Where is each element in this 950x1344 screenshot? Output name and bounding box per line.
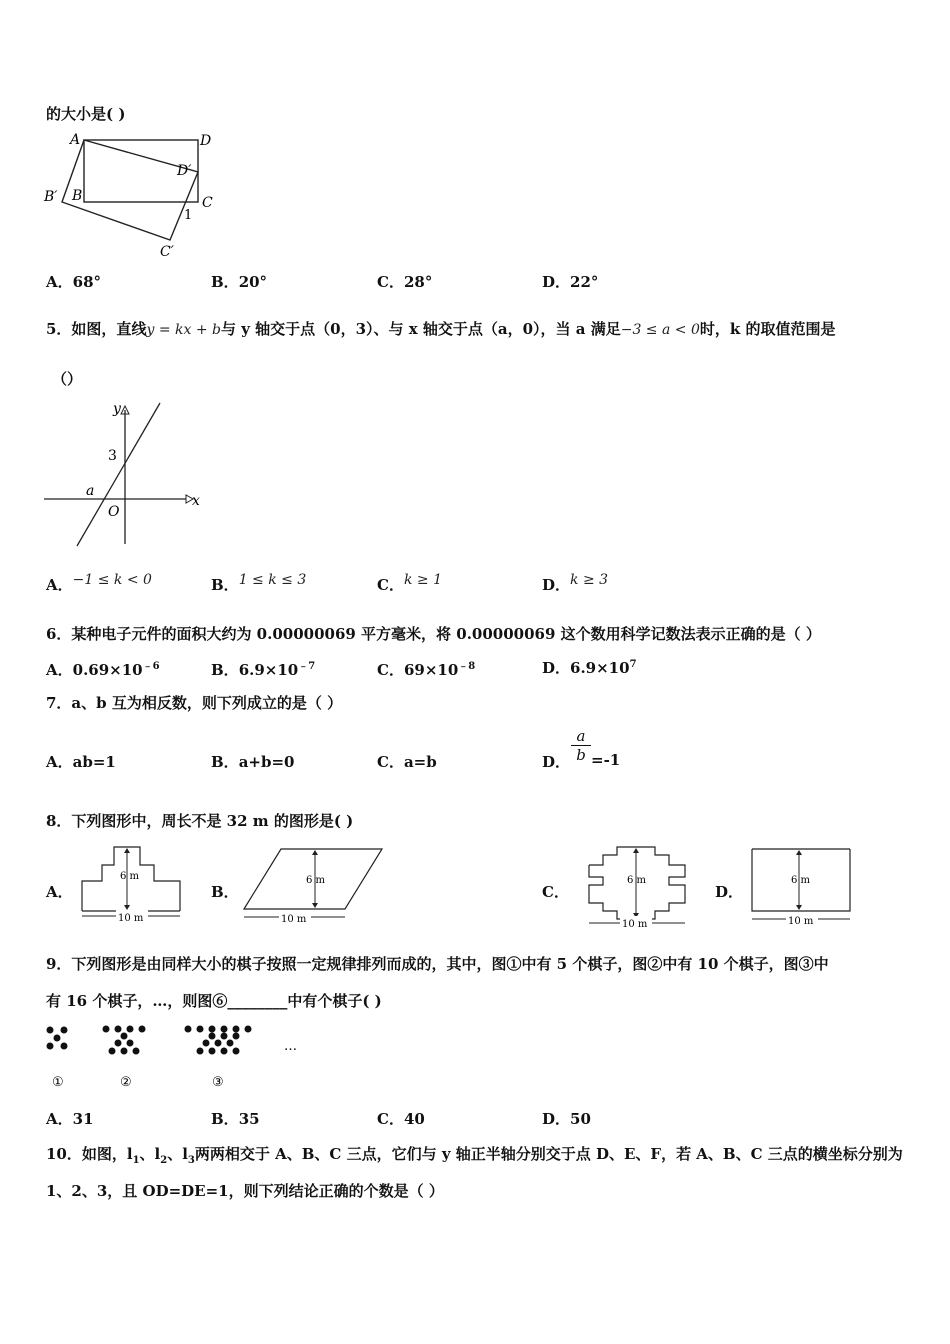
label-figure-3: ③ xyxy=(212,1075,224,1090)
q6-option-d[interactable]: D．$6.9\times 10^7$ xyxy=(542,659,637,677)
q8-figure-b-parallelogram[interactable] xyxy=(240,843,385,928)
q9-option-c[interactable]: C．40 xyxy=(377,1110,425,1128)
label-d-prime: D′ xyxy=(177,163,192,179)
label-height: 6 m xyxy=(120,871,140,882)
q9-option-d[interactable]: D．50 xyxy=(542,1110,591,1128)
label-b-prime: B′ xyxy=(44,189,58,205)
q10-stem-line2: 1、2、3，且 OD=DE=1，则下列结论正确的个数是（ ） xyxy=(46,1182,444,1200)
q4-option-a[interactable]: A．68° xyxy=(46,273,102,291)
q5-option-a[interactable]: A．−1 ≤ 𝑘 < 0 xyxy=(46,572,152,594)
label-figure-1: ① xyxy=(52,1075,64,1090)
q8-option-d-letter[interactable]: D． xyxy=(715,883,744,901)
q8-figure-c-cross[interactable] xyxy=(583,843,693,928)
label-figure-2: ② xyxy=(120,1075,132,1090)
q5-condition: −3 ≤ 𝑎 < 0 xyxy=(620,322,700,338)
label-x: x xyxy=(192,493,200,509)
label-height: 6 m xyxy=(627,875,647,886)
q9-option-a[interactable]: A．31 xyxy=(46,1110,94,1128)
q9-chess-pieces-figure xyxy=(40,1022,310,1094)
q5-option-b[interactable]: B．1 ≤ 𝑘 ≤ 3 xyxy=(211,572,307,594)
q5-line-graph xyxy=(40,398,210,548)
q8-figure-d-rectangle[interactable] xyxy=(750,843,855,928)
label-3: 3 xyxy=(108,448,117,464)
pattern-3 xyxy=(185,1026,252,1055)
pattern-1 xyxy=(47,1027,68,1050)
line-y-kx-b xyxy=(77,403,160,546)
label-b: B xyxy=(72,188,83,204)
q5-equation: 𝑦 = 𝑘𝑥 + 𝑏 xyxy=(146,322,221,338)
label-a: A xyxy=(70,132,81,148)
label-height: 6 m xyxy=(791,875,811,886)
q8-stem: 8．下列图形中，周长不是 32 m 的图形是( ) xyxy=(46,812,354,830)
label-width: 10 m xyxy=(788,916,814,927)
label-d: D xyxy=(200,133,212,149)
q5-stem: 5．如图，直线𝑦 = 𝑘𝑥 + 𝑏与 y 轴交于点（0，3）、与 x 轴交于点（a，0），当 a 满足−3 ≤ 𝑎 < 0时，k 的取值范围是 xyxy=(46,320,836,338)
q4-option-b[interactable]: B．20° xyxy=(211,273,268,291)
q8-option-a-letter[interactable]: A． xyxy=(46,883,73,901)
label-width: 10 m xyxy=(281,914,307,925)
q7-fraction: $\frac{a}{b}$ xyxy=(571,727,591,764)
q7-option-d-tail: =-1 xyxy=(591,751,621,769)
label-a: a xyxy=(86,483,95,499)
q5-stem-paren: （） xyxy=(52,370,83,388)
q9-stem-line2: 有 16 个棋子，…，则图⑥________中有个棋子( ) xyxy=(46,992,382,1010)
label-o: O xyxy=(108,504,120,520)
q7-option-b[interactable]: B．a+b=0 xyxy=(211,753,295,771)
q6-stem: 6．某种电子元件的面积大约为 0.00000069 平方毫米，将 0.00000069 这个数用科学记数法表示正确的是（ ） xyxy=(46,625,821,643)
q7-option-d[interactable]: D． xyxy=(542,753,571,771)
q6-option-b[interactable]: B．$6.9\times 10^{﹣7}$ xyxy=(211,661,316,679)
label-height: 6 m xyxy=(306,875,326,886)
q7-option-a[interactable]: A．ab=1 xyxy=(46,753,116,771)
label-angle-1: 1 xyxy=(184,208,193,223)
q7-option-c[interactable]: C．a=b xyxy=(377,753,437,771)
label-c-prime: C′ xyxy=(160,244,174,260)
q7-stem: 7．a、b 互为相反数，则下列成立的是（ ） xyxy=(46,694,343,712)
q10-stem-line1: 10．如图，$l_1$、$l_2$、$l_3$两两相交于 A、B、C 三点，它们与 y 轴正半轴分别交于点 D、E、F，若 A、B、C 三点的横坐标分别为 xyxy=(46,1145,903,1166)
ellipsis: … xyxy=(284,1039,297,1054)
label-width: 10 m xyxy=(118,913,144,924)
q6-option-a[interactable]: A．$0.69\times 10^{﹣6}$ xyxy=(46,661,160,679)
q5-option-d[interactable]: D．𝑘 ≥ 3 xyxy=(542,572,609,594)
q9-option-b[interactable]: B．35 xyxy=(211,1110,260,1128)
q4-option-d[interactable]: D．22° xyxy=(542,273,599,291)
q8-option-c-letter[interactable]: C． xyxy=(542,883,569,901)
label-y: y xyxy=(113,401,121,417)
pattern-2 xyxy=(103,1026,146,1055)
q6-option-c[interactable]: C．$69\times 10^{﹣8}$ xyxy=(377,661,476,679)
q8-figure-a-stepped[interactable] xyxy=(80,843,185,928)
q8-option-b-letter[interactable]: B． xyxy=(211,883,239,901)
q9-stem-line1: 9．下列图形是由同样大小的棋子按照一定规律排列而成的，其中，图①中有 5 个棋子，图②中有 10 个棋子，图③中 xyxy=(46,955,829,973)
q5-option-c[interactable]: C．𝑘 ≥ 1 xyxy=(377,572,442,594)
label-c: C xyxy=(202,195,213,211)
folded-quadrilateral xyxy=(62,140,198,240)
q4-option-c[interactable]: C．28° xyxy=(377,273,433,291)
q4-stem-tail: 的大小是( ) xyxy=(46,105,126,123)
q4-rectangle-fold-figure xyxy=(40,128,230,263)
label-width: 10 m xyxy=(622,919,648,928)
